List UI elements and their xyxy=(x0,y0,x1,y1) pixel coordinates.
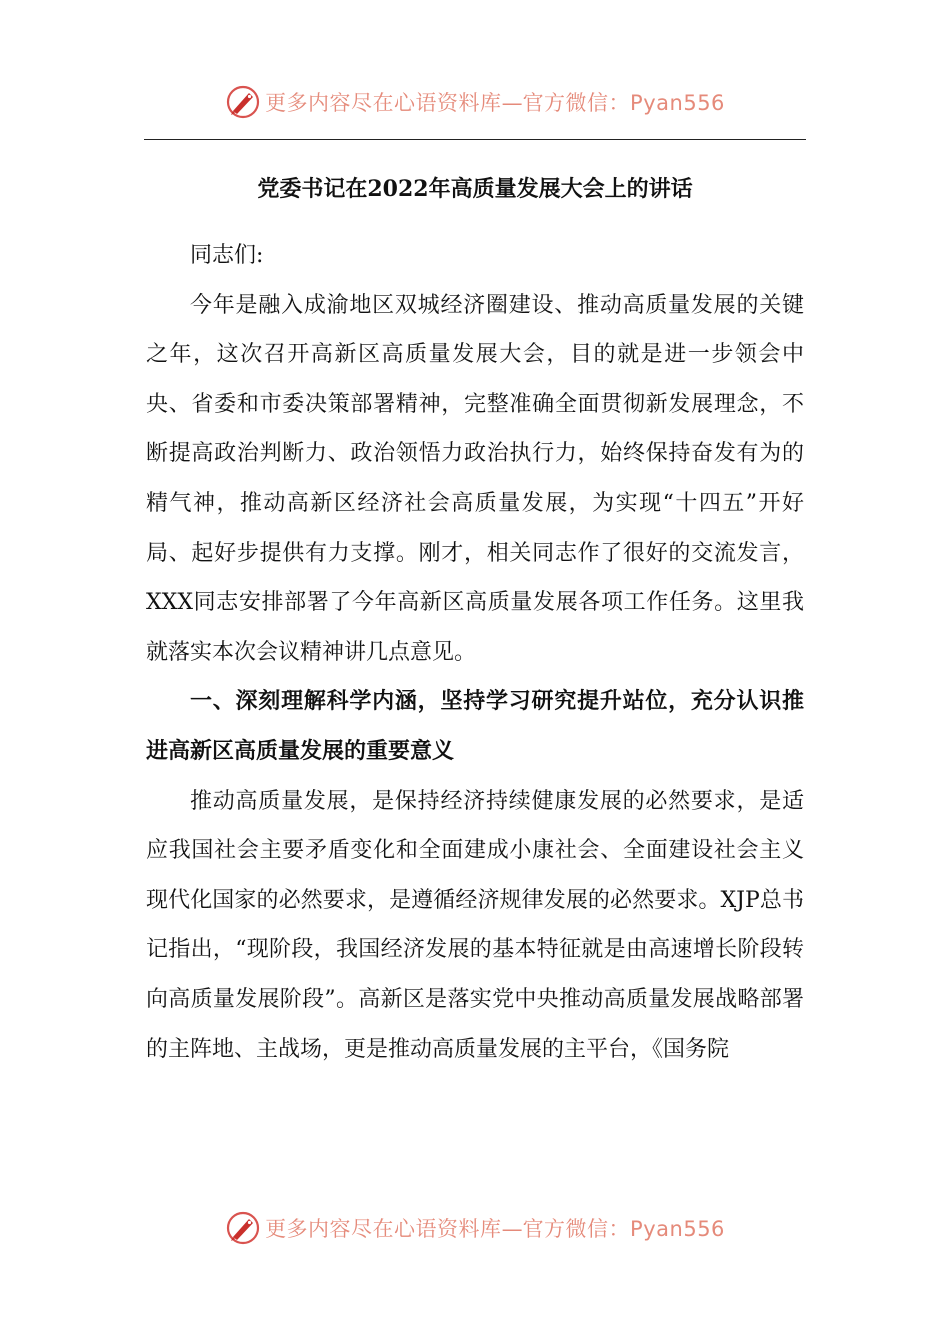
salutation: 同志们: xyxy=(190,243,264,268)
header-watermark-text: 更多内容尽在心语资料库—官方微信：Pyan556 xyxy=(265,91,725,115)
header-divider xyxy=(144,139,806,140)
body-paragraph: 推动高质量发展，是保持经济持续健康发展的必然要求，是适应我国社会主要矛盾变化和全面建成小康社会、全面建设社会主义现代化国家的必然要求，是遵循经济规律发展的必然要求。XJP总书记指出，“现阶段，我国经济发展的基本特征就是由高速增长阶段转向高质量发展阶段”。高新区是落实党中央推动高质量发展战略部署的主阵地、主战场，更是推动高质量发展的主平台，《国务院 xyxy=(146,788,804,1062)
footer-watermark-text: 更多内容尽在心语资料库—官方微信：Pyan556 xyxy=(265,1217,725,1241)
document-title: 党委书记在2022年高质量发展大会上的讲话 xyxy=(257,176,693,202)
header-watermark-banner xyxy=(0,82,950,122)
body-paragraph: 今年是融入成渝地区双城经济圈建设、推动高质量发展的关键之年，这次召开高新区高质量发展大会，目的就是进一步领会中央、省委和市委决策部署精神，完整准确全面贯彻新发展理念，不断提高政治判断力、政治领悟力政治执行力，始终保持奋发有为的精气神，推动高新区经济社会高质量发展，为实现“十四五”开好局、起好步提供有力支撑。刚才，相关同志作了很好的交流发言，XXX同志安排部署了今年高新区高质量发展各项工作任务。这里我就落实本次会议精神讲几点意见。 xyxy=(146,292,804,665)
footer-watermark-banner xyxy=(0,1208,950,1248)
pen-nib-logo-icon xyxy=(225,1210,261,1246)
document-body xyxy=(146,231,804,1074)
section-heading: 一、深刻理解科学内涵，坚持学习研究提升站位，充分认识推进高新区高质量发展的重要意义 xyxy=(146,689,804,764)
pen-nib-logo-icon xyxy=(225,84,261,120)
